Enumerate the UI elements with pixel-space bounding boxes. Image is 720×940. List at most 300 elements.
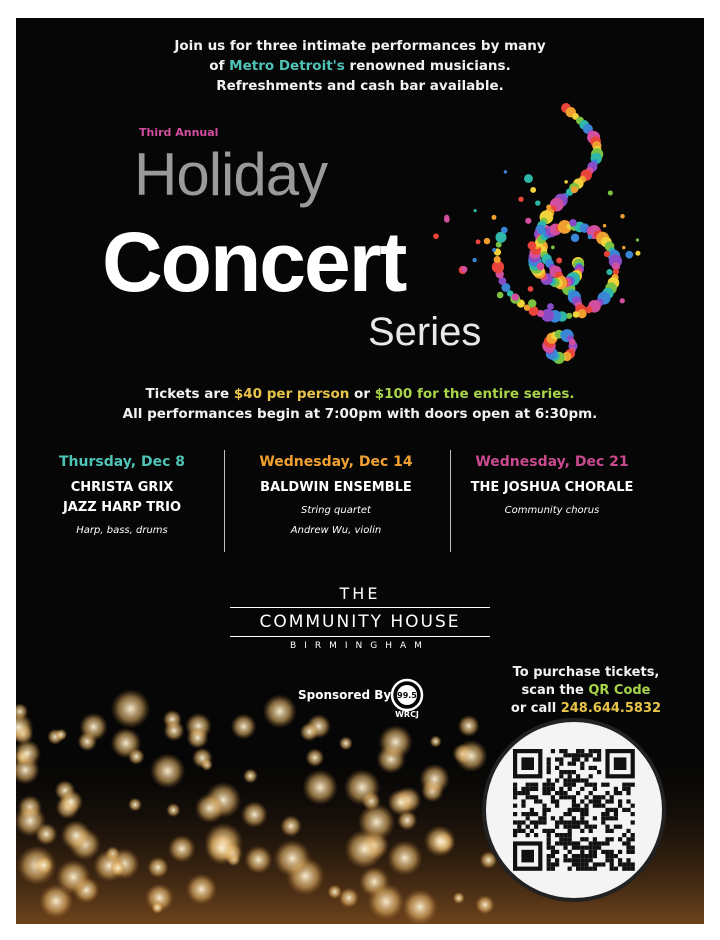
qr-module <box>563 795 567 799</box>
qr-module <box>563 749 567 753</box>
confetti-dot <box>622 246 626 250</box>
qr-module <box>605 858 609 862</box>
qr-module <box>534 787 538 791</box>
qr-module <box>551 829 555 833</box>
qr-module <box>605 791 609 795</box>
bokeh-light <box>387 789 414 816</box>
qr-module <box>526 791 530 795</box>
qr-module <box>572 804 576 808</box>
qr-module <box>610 837 614 841</box>
qr-module <box>584 812 588 816</box>
intro-text <box>16 36 704 96</box>
qr-module <box>547 841 551 845</box>
qr-module <box>555 766 559 770</box>
qr-module <box>547 778 551 782</box>
qr-module <box>568 867 572 871</box>
bokeh-light <box>274 840 311 877</box>
qr-module <box>576 804 580 808</box>
qr-module <box>517 829 521 833</box>
qr-module <box>563 854 567 858</box>
qr-module <box>513 804 517 808</box>
confetti-dot <box>604 251 610 257</box>
qr-module <box>547 787 551 791</box>
qr-module <box>521 804 525 808</box>
purchase-info <box>486 664 686 718</box>
qr-module <box>605 799 609 803</box>
qr-module <box>576 858 580 862</box>
qr-module <box>538 799 542 803</box>
qr-module <box>605 825 609 829</box>
qr-module <box>526 816 530 820</box>
qr-module <box>593 795 597 799</box>
qr-module <box>547 808 551 812</box>
qr-module <box>631 867 635 871</box>
qr-module <box>521 829 525 833</box>
qr-module <box>534 833 538 837</box>
qr-module <box>584 837 588 841</box>
phone-number-link[interactable]: 248.644.5832 <box>560 701 662 716</box>
intro-line-2: of Metro Detroit's renowned musicians. <box>209 58 511 74</box>
qr-module <box>551 799 555 803</box>
bokeh-light <box>166 803 180 817</box>
bokeh-light <box>300 722 319 741</box>
confetti-dot <box>562 220 566 224</box>
qr-module <box>580 850 584 854</box>
qr-module <box>610 808 614 812</box>
qr-module <box>534 783 538 787</box>
confetti-dot <box>625 251 633 259</box>
qr-module <box>572 846 576 850</box>
confetti-dot <box>537 263 545 271</box>
qr-module <box>563 825 567 829</box>
qr-module <box>572 770 576 774</box>
bokeh-light <box>419 764 449 794</box>
qr-module <box>547 783 551 787</box>
qr-module <box>526 787 530 791</box>
qr-module <box>580 820 584 824</box>
qr-module <box>605 837 609 841</box>
qr-module <box>568 837 572 841</box>
qr-module <box>610 854 614 858</box>
qr-module <box>584 783 588 787</box>
qr-module <box>572 820 576 824</box>
qr-module <box>559 791 563 795</box>
bokeh-light <box>378 725 412 759</box>
qr-module <box>589 841 593 845</box>
bokeh-light <box>344 829 383 868</box>
qr-module <box>555 799 559 803</box>
qr-module <box>555 841 559 845</box>
qr-module <box>593 816 597 820</box>
column-divider <box>224 450 225 552</box>
qr-module <box>559 762 563 766</box>
bokeh-light <box>327 884 342 899</box>
qr-module <box>614 808 618 812</box>
qr-module <box>568 762 572 766</box>
bokeh-light <box>56 860 91 895</box>
qr-module <box>589 783 593 787</box>
confetti-dot <box>569 219 577 227</box>
qr-module <box>555 862 559 866</box>
venue-name: COMMUNITY HOUSE <box>259 612 461 632</box>
qr-module <box>559 837 563 841</box>
qr-module <box>551 854 555 858</box>
qr-module <box>597 770 601 774</box>
qr-module <box>597 804 601 808</box>
qr-module <box>542 804 546 808</box>
qr-module <box>580 867 584 871</box>
qr-module <box>589 791 593 795</box>
qr-module <box>572 825 576 829</box>
confetti-dot <box>530 187 536 193</box>
qr-module <box>572 757 576 761</box>
qr-module <box>618 825 622 829</box>
qr-module <box>568 774 572 778</box>
qr-module <box>521 820 525 824</box>
qr-module <box>626 858 630 862</box>
community-house-logo <box>230 584 490 651</box>
confetti-dot <box>512 293 520 301</box>
qr-module <box>631 804 635 808</box>
qr-module <box>563 812 567 816</box>
title-holiday: Holiday <box>134 141 328 208</box>
qr-module <box>551 846 555 850</box>
qr-module <box>610 850 614 854</box>
qr-module <box>572 858 576 862</box>
qr-module <box>618 862 622 866</box>
qr-module <box>555 804 559 808</box>
qr-module <box>593 850 597 854</box>
qr-module <box>563 833 567 837</box>
bokeh-light <box>147 857 169 879</box>
qr-module <box>589 766 593 770</box>
bokeh-light <box>110 860 126 876</box>
qr-module <box>597 799 601 803</box>
price-series: $100 for the entire series. <box>374 386 575 402</box>
qr-module <box>526 783 530 787</box>
confetti-dot <box>636 238 639 241</box>
qr-module <box>568 778 572 782</box>
bokeh-light <box>453 892 465 904</box>
qr-module <box>593 783 597 787</box>
qr-module <box>517 791 521 795</box>
qr-module <box>589 858 593 862</box>
qr-module <box>580 762 584 766</box>
bokeh-light <box>79 713 108 742</box>
confetti-dot <box>620 214 624 218</box>
qr-module <box>521 799 525 803</box>
qr-module <box>547 837 551 841</box>
bokeh-light <box>430 735 442 747</box>
performer-name: CHRISTA GRIX <box>70 480 174 495</box>
qr-module <box>530 812 534 816</box>
logo-rule <box>230 607 490 608</box>
qr-module <box>526 825 530 829</box>
confetti-dot <box>535 200 540 205</box>
qr-module <box>551 862 555 866</box>
ticket-price-line: Tickets are $40 per person or $100 for the entire series. <box>145 386 575 402</box>
qr-module <box>559 749 563 753</box>
bokeh-light <box>128 748 145 765</box>
clef-dot <box>573 311 580 318</box>
qr-module <box>576 820 580 824</box>
bokeh-light <box>186 874 217 905</box>
qr-module <box>555 757 559 761</box>
qr-module <box>580 858 584 862</box>
confetti-dot <box>461 266 468 273</box>
qr-module <box>513 833 517 837</box>
qr-module <box>597 846 601 850</box>
bokeh-light <box>344 769 380 805</box>
qr-module <box>576 846 580 850</box>
qr-module <box>626 862 630 866</box>
qr-module <box>534 812 538 816</box>
qr-module <box>572 753 576 757</box>
qr-module <box>614 787 618 791</box>
qr-module <box>555 850 559 854</box>
qr-module <box>610 862 614 866</box>
purchase-line-2: scan the QR Code <box>521 683 651 698</box>
qr-module <box>530 829 534 833</box>
qr-module <box>580 749 584 753</box>
qr-module <box>559 787 563 791</box>
qr-module <box>542 829 546 833</box>
qr-module <box>530 787 534 791</box>
qr-module <box>563 858 567 862</box>
qr-module <box>589 774 593 778</box>
confetti-dot <box>528 241 536 249</box>
qr-module <box>517 825 521 829</box>
qr-module <box>593 862 597 866</box>
qr-module <box>572 795 576 799</box>
qr-module <box>555 833 559 837</box>
qr-module <box>610 816 614 820</box>
qr-module <box>626 841 630 845</box>
qr-module <box>563 783 567 787</box>
bokeh-light <box>280 815 302 837</box>
purchase-line-1: To purchase tickets, <box>512 665 660 680</box>
qr-module <box>563 837 567 841</box>
confetti-dot <box>571 186 578 193</box>
qr-code-highlight: QR Code <box>588 683 651 698</box>
qr-module <box>559 774 563 778</box>
qr-module <box>593 804 597 808</box>
qr-module <box>610 799 614 803</box>
qr-module <box>534 795 538 799</box>
performance-3 <box>452 454 652 524</box>
qr-module <box>568 841 572 845</box>
bokeh-light <box>305 748 324 767</box>
bokeh-light <box>302 770 338 806</box>
qr-module <box>589 867 593 871</box>
qr-module <box>601 850 605 854</box>
qr-module <box>576 841 580 845</box>
qr-module <box>593 846 597 850</box>
bokeh-light <box>368 883 405 920</box>
qr-module <box>631 783 635 787</box>
bokeh-light <box>243 769 258 784</box>
qr-module <box>631 820 635 824</box>
performance-date: Thursday, Dec 8 <box>58 454 186 470</box>
clef-dot <box>494 256 501 263</box>
performance-description: Community chorus <box>504 505 600 516</box>
qr-module <box>555 858 559 862</box>
qr-module <box>597 757 601 761</box>
qr-module <box>589 846 593 850</box>
confetti-dot <box>528 299 536 307</box>
qr-module <box>572 799 576 803</box>
qr-module <box>547 757 551 761</box>
qr-module <box>605 850 609 854</box>
qr-module <box>572 762 576 766</box>
qr-module <box>513 795 517 799</box>
qr-module <box>593 837 597 841</box>
qr-module <box>610 858 614 862</box>
confetti-dot <box>603 224 607 228</box>
qr-module <box>605 816 609 820</box>
performance-description: Harp, bass, drums <box>76 525 168 536</box>
confetti-dot <box>484 238 490 244</box>
radio-station-logo-icon <box>390 678 424 712</box>
qr-module <box>584 867 588 871</box>
qr-module <box>563 846 567 850</box>
qr-module <box>572 854 576 858</box>
qr-module <box>530 820 534 824</box>
qr-code-icon[interactable] <box>482 718 666 902</box>
bokeh-light <box>34 855 54 875</box>
qr-module <box>589 829 593 833</box>
qr-module <box>626 808 630 812</box>
confetti-dot <box>537 226 545 234</box>
qr-module <box>597 862 601 866</box>
qr-module <box>551 749 555 753</box>
qr-module <box>555 825 559 829</box>
qr-module <box>521 812 525 816</box>
qr-module <box>614 854 618 858</box>
qr-module <box>576 774 580 778</box>
performance-1 <box>22 454 222 544</box>
qr-module <box>534 825 538 829</box>
confetti-dot <box>525 218 531 224</box>
qr-module <box>563 778 567 782</box>
qr-module <box>513 787 517 791</box>
performance-description-line-2: Andrew Wu, violin <box>290 525 382 536</box>
qr-module <box>580 766 584 770</box>
performer-name: THE JOSHUA CHORALE <box>470 480 634 495</box>
intro-line-1: Join us for three intimate performances by many <box>174 38 546 54</box>
station-name: WRCJ <box>395 710 419 719</box>
qr-module <box>622 867 626 871</box>
qr-module <box>542 820 546 824</box>
bokeh-light <box>163 720 184 741</box>
confetti-dot <box>564 180 568 184</box>
qr-module <box>513 829 517 833</box>
qr-module <box>626 799 630 803</box>
qr-module <box>618 804 622 808</box>
performance-2 <box>236 454 436 538</box>
qr-module <box>513 791 517 795</box>
qr-module <box>626 783 630 787</box>
qr-module <box>568 850 572 854</box>
qr-module <box>580 862 584 866</box>
qr-module <box>576 867 580 871</box>
intro-line-3: Refreshments and cash bar available. <box>216 78 504 94</box>
qr-module <box>593 757 597 761</box>
qr-module <box>526 795 530 799</box>
qr-module <box>555 820 559 824</box>
qr-module <box>563 753 567 757</box>
qr-module <box>534 799 538 803</box>
qr-module <box>568 812 572 816</box>
confetti-dot <box>588 235 592 239</box>
qr-module <box>584 795 588 799</box>
qr-finder <box>521 850 534 863</box>
qr-module <box>589 749 593 753</box>
sponsored-by-label: Sponsored By <box>298 688 392 702</box>
qr-module <box>580 778 584 782</box>
qr-module <box>568 829 572 833</box>
qr-module <box>618 858 622 862</box>
qr-module <box>614 812 618 816</box>
confetti-dot <box>444 215 449 220</box>
qr-module <box>538 816 542 820</box>
performer-name: BALDWIN ENSEMBLE <box>260 480 412 495</box>
qr-module <box>601 816 605 820</box>
qr-module <box>526 812 530 816</box>
qr-module <box>589 799 593 803</box>
confetti-dot <box>620 298 625 303</box>
bokeh-light <box>61 820 91 850</box>
confetti-dot <box>524 174 533 183</box>
confetti-dot <box>606 269 612 275</box>
metro-detroit-highlight: Metro Detroit's <box>229 58 345 74</box>
qr-module <box>576 778 580 782</box>
qr-module <box>538 820 542 824</box>
qr-module <box>601 804 605 808</box>
qr-module <box>589 854 593 858</box>
qr-module <box>631 850 635 854</box>
qr-module <box>626 829 630 833</box>
qr-module <box>614 867 618 871</box>
qr-module <box>572 816 576 820</box>
qr-module <box>542 791 546 795</box>
bokeh-light <box>387 840 422 875</box>
qr-module <box>542 816 546 820</box>
qr-module <box>589 850 593 854</box>
qr-module <box>584 862 588 866</box>
confetti-dot <box>497 292 504 299</box>
qr-module <box>559 770 563 774</box>
clef-dot <box>496 232 507 243</box>
qr-module <box>593 749 597 753</box>
confetti-dot <box>492 215 497 220</box>
confetti-dot <box>556 258 562 264</box>
qr-module <box>614 825 618 829</box>
title-concert: Concert <box>102 215 406 309</box>
qr-module <box>601 795 605 799</box>
performance-date: Wednesday, Dec 14 <box>259 454 413 470</box>
confetti-dot <box>608 190 613 195</box>
qr-module <box>568 795 572 799</box>
qr-module <box>593 867 597 871</box>
qr-module <box>547 846 551 850</box>
clef-dot <box>569 339 576 346</box>
qr-module <box>601 783 605 787</box>
qr-module <box>559 833 563 837</box>
qr-module <box>589 825 593 829</box>
confetti-dot <box>546 205 551 210</box>
ticket-info <box>16 384 704 424</box>
